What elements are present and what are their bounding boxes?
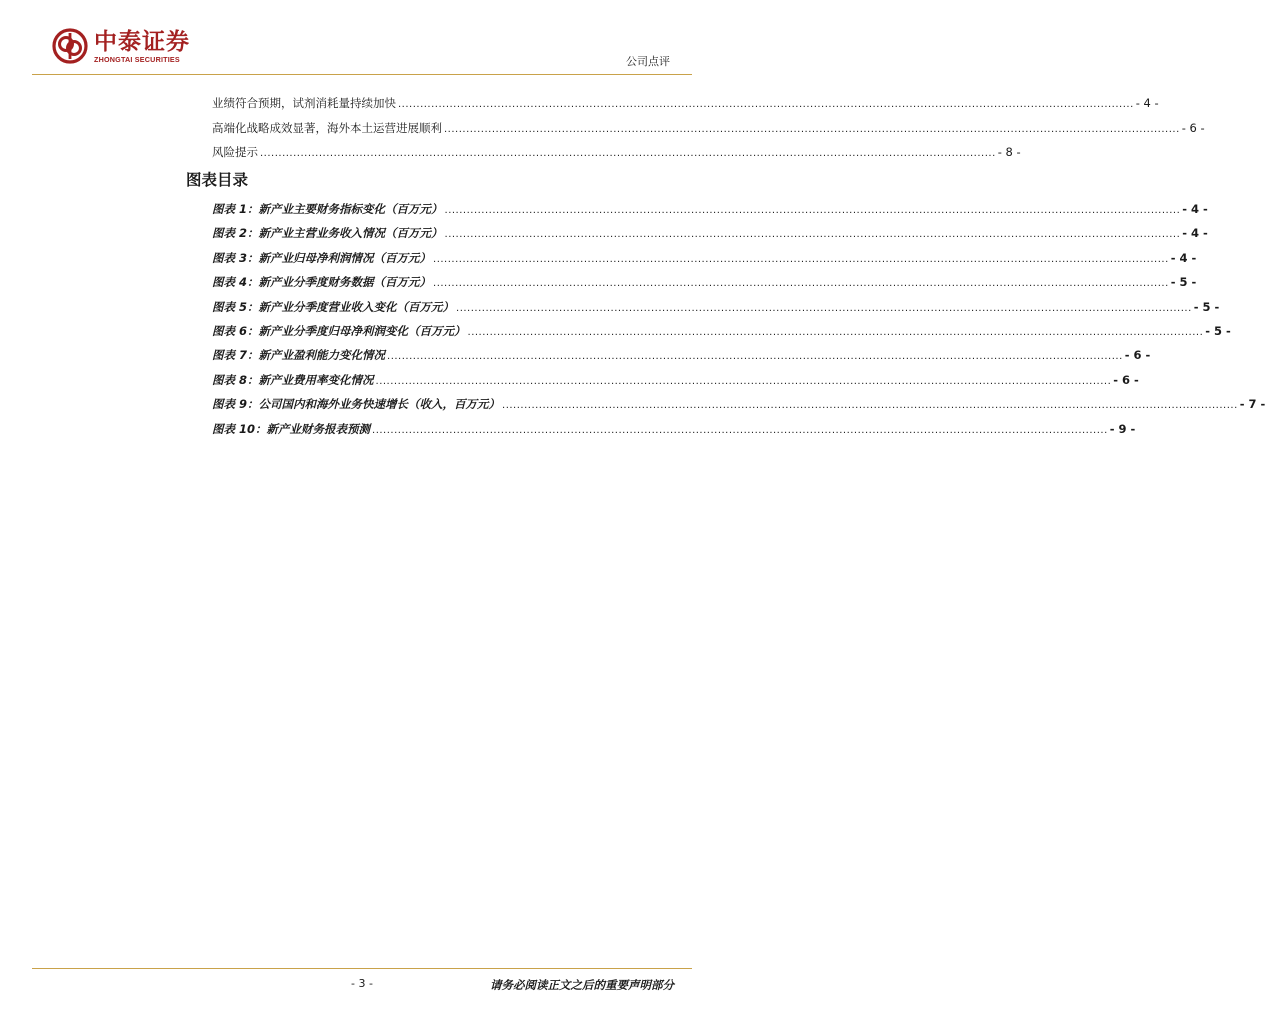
dot-leader: ........................................................................................................................................................................................................ [372,424,1108,436]
figure-entry-title: 图表 6：新产业分季度归母净利润变化（百万元） [212,323,466,338]
figure-entry-page: - 9 - [1109,421,1136,436]
figure-entry-title: 图表 5：新产业分季度营业收入变化（百万元） [212,299,455,314]
figure-entry-title: 图表 3：新产业归母净利润情况（百万元） [212,250,432,265]
figure-entry-page: - 4 - [1182,202,1208,216]
figure-entry-page: - 6 - [1113,372,1139,387]
toc-entry-page: - 6 - [1181,120,1205,135]
figures-heading: 图表目录 [186,170,249,189]
page-number: - 3 - [351,977,373,990]
dot-leader: ........................................................................................................................................................................................................ [433,253,1169,265]
figure-entry-page: - 6 - [1124,348,1151,363]
figure-entry-title: 图表 4：新产业分季度财务数据（百万元） [212,275,432,290]
figure-entry[interactable] [212,347,1151,371]
company-logo [52,28,190,64]
disclaimer-text: 请务必阅读正文之后的重要声明部分 [490,978,674,992]
figure-entry-title: 图表 8：新产业费用率变化情况 [212,372,374,387]
dot-leader: ........................................................................................................................................................................................................ [467,326,1204,338]
toc-entry[interactable] [212,120,1205,145]
figures-list [212,201,1265,445]
figure-entry-page: - 5 - [1193,299,1220,314]
toc-entry-title: 高端化战略成效显著，海外本土运营进展顺利 [212,120,442,135]
figure-entry[interactable] [212,201,1208,225]
dot-leader: ........................................................................................................................................................................................................ [444,205,1181,216]
figure-entry[interactable] [212,421,1136,445]
figure-entry-title: 图表 7：新产业盈利能力变化情况 [212,348,386,363]
dot-leader: ........................................................................................................................................................................................................ [375,375,1112,387]
zhongtai-logo-icon [52,28,88,64]
page-header [0,0,724,80]
figure-entry-page: - 5 - [1170,275,1197,290]
header-divider [32,74,692,75]
dot-leader: ........................................................................................................................................................................................................ [444,229,1181,241]
toc-entry-title: 业绩符合预期，试剂消耗量持续加快 [212,96,396,110]
toc-entry[interactable] [212,95,1159,120]
figure-entry[interactable] [212,225,1208,249]
figure-entry-title: 图表 1：新产业主要财务指标变化（百万元） [212,202,443,216]
figure-entry-page: - 7 - [1239,397,1265,412]
toc-entry-page: - 4 - [1135,96,1159,110]
figure-entry[interactable] [212,396,1265,420]
figure-entry-page: - 5 - [1205,323,1231,338]
figure-entry[interactable] [212,274,1197,298]
dot-leader: ........................................................................................................................................................................................................ [398,99,1134,110]
figure-entry[interactable] [212,372,1139,396]
table-of-contents [212,95,1205,169]
figure-entry-title: 图表 9：公司国内和海外业务快速增长（收入，百万元） [212,397,501,412]
toc-entry-title: 风险提示 [212,145,258,159]
figure-entry-title: 图表 2：新产业主营业务收入情况（百万元） [212,226,443,241]
toc-entry[interactable] [212,144,1021,169]
brand-name-en: ZHONGTAI SECURITIES [94,54,180,64]
figure-entry[interactable] [212,299,1220,323]
figure-entry-title: 图表 10：新产业财务报表预测 [212,421,371,436]
dot-leader: ........................................................................................................................................................................................................ [387,351,1123,363]
dot-leader: ........................................................................................................................................................................................................ [456,302,1192,314]
footer-divider [32,968,692,969]
dot-leader: ........................................................................................................................................................................................................ [444,123,1180,135]
toc-entry-page: - 8 - [997,145,1021,159]
dot-leader: ........................................................................................................................................................................................................ [433,278,1169,290]
figure-entry[interactable] [212,250,1197,274]
dot-leader: ........................................................................................................................................................................................................ [260,148,996,159]
dot-leader: ........................................................................................................................................................................................................ [502,400,1238,412]
figure-entry[interactable] [212,323,1231,347]
figure-entry-page: - 4 - [1182,226,1208,241]
figure-entry-page: - 4 - [1170,250,1197,265]
document-type: 公司点评 [626,55,670,68]
brand-name-cn: 中泰证券 [94,28,190,55]
